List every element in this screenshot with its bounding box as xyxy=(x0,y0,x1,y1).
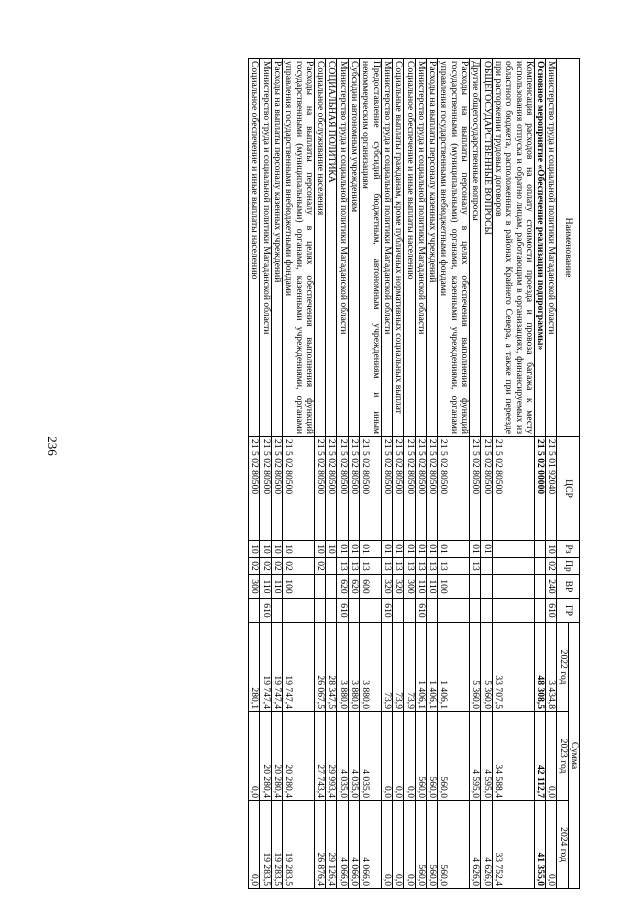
row-csr: 21 5 01 92040 xyxy=(546,437,557,541)
row-name: Другие общегосударственные вопросы xyxy=(470,59,481,437)
row-2022: 5 360,0 xyxy=(470,623,481,712)
row-name: Министерство труда и социальной политики Магаданской области xyxy=(546,59,557,437)
row-gr xyxy=(348,599,359,623)
row-csr: 21 5 02 80500 xyxy=(426,437,437,541)
table-row xyxy=(438,59,470,889)
row-2024: 41 355,0 xyxy=(534,801,545,889)
row-vr: 110 xyxy=(415,575,426,599)
row-vr xyxy=(470,575,481,599)
row-gr xyxy=(481,599,492,623)
row-gr xyxy=(470,599,481,623)
row-pr xyxy=(492,558,534,575)
page-number: 236 xyxy=(45,436,60,456)
header-name: Наименование xyxy=(557,59,580,437)
row-rz: 01 xyxy=(470,541,481,558)
row-gr xyxy=(438,599,470,623)
row-csr: 21 5 02 80500 xyxy=(271,437,282,541)
row-pr xyxy=(326,558,337,575)
row-2022: 73,9 xyxy=(404,623,415,712)
row-2023: 560,0 xyxy=(426,712,437,801)
row-2024: 19 283,5 xyxy=(260,801,271,889)
row-name: Министерство труда и социальной политики Магаданской области xyxy=(337,59,348,437)
row-gr xyxy=(404,599,415,623)
row-pr xyxy=(534,558,545,575)
row-2023: 0,0 xyxy=(392,712,403,801)
header-pr: Пр xyxy=(557,558,580,575)
row-2024: 29 126,4 xyxy=(326,801,337,889)
row-vr: 110 xyxy=(260,575,271,599)
row-vr xyxy=(534,575,545,599)
row-gr xyxy=(426,599,437,623)
row-vr xyxy=(314,575,325,599)
table-row xyxy=(492,59,534,889)
row-gr xyxy=(360,599,382,623)
row-2024: 0,0 xyxy=(249,801,260,889)
row-rz: 10 xyxy=(282,541,314,558)
row-rz: 01 xyxy=(392,541,403,558)
row-pr: 13 xyxy=(360,558,382,575)
row-pr: 02 xyxy=(260,558,271,575)
row-pr: 13 xyxy=(415,558,426,575)
row-gr: 610 xyxy=(337,599,348,623)
row-2022: 19 747,4 xyxy=(271,623,282,712)
row-pr xyxy=(481,558,492,575)
row-gr xyxy=(282,599,314,623)
row-pr: 13 xyxy=(381,558,392,575)
row-rz: 01 xyxy=(404,541,415,558)
row-rz: 01 xyxy=(337,541,348,558)
row-vr: 600 xyxy=(360,575,382,599)
table-row xyxy=(404,59,415,889)
row-name: Социальное обслуживание населения xyxy=(314,59,325,437)
row-2023: 0,0 xyxy=(249,712,260,801)
header-gr: ГР xyxy=(557,599,580,623)
header-vr: ВР xyxy=(557,575,580,599)
row-2022: 19 747,4 xyxy=(282,623,314,712)
row-pr: 13 xyxy=(392,558,403,575)
row-csr: 21 5 02 80500 xyxy=(438,437,470,541)
row-name: Компенсация расходов на оплату стоимости проезда и провоза багажа к месту использования отпуска и обратно лицам, работающим в организациях, финансируемых из областного бюджета, расположенных в районах Крайнего Севера, а также при переезде при расторжении трудовых договоров xyxy=(492,59,534,437)
table-row xyxy=(271,59,282,889)
budget-table xyxy=(248,58,580,889)
table-row xyxy=(426,59,437,889)
row-2024: 33 752,4 xyxy=(492,801,534,889)
table-row xyxy=(314,59,325,889)
row-2023: 0,0 xyxy=(546,712,557,801)
row-name: Министерство труда и социальной политики Магаданской области xyxy=(381,59,392,437)
row-pr: 13 xyxy=(426,558,437,575)
row-vr xyxy=(326,575,337,599)
row-2022: 73,9 xyxy=(392,623,403,712)
row-2023: 560,0 xyxy=(438,712,470,801)
row-gr xyxy=(534,599,545,623)
row-vr: 300 xyxy=(404,575,415,599)
row-rz xyxy=(492,541,534,558)
row-2022: 3 880,0 xyxy=(360,623,382,712)
row-gr xyxy=(314,599,325,623)
rotated-table-container xyxy=(115,58,580,888)
table-row xyxy=(392,59,403,889)
table-row xyxy=(360,59,382,889)
table-row xyxy=(470,59,481,889)
row-vr: 100 xyxy=(282,575,314,599)
table-row xyxy=(348,59,359,889)
row-2023: 560,0 xyxy=(415,712,426,801)
row-vr: 300 xyxy=(249,575,260,599)
row-gr xyxy=(249,599,260,623)
row-rz: 10 xyxy=(314,541,325,558)
row-2022: 5 360,0 xyxy=(481,623,492,712)
row-2024: 4 066,0 xyxy=(337,801,348,889)
row-csr: 21 5 02 80500 xyxy=(249,437,260,541)
row-2024: 560,0 xyxy=(438,801,470,889)
row-csr: 21 5 02 80500 xyxy=(314,437,325,541)
row-2022: 280,1 xyxy=(249,623,260,712)
row-2023: 20 280,4 xyxy=(271,712,282,801)
row-2023: 42 112,7 xyxy=(534,712,545,801)
row-rz: 10 xyxy=(249,541,260,558)
table-row xyxy=(337,59,348,889)
row-rz: 01 xyxy=(438,541,470,558)
row-name: Субсидии автономным учреждениям xyxy=(348,59,359,437)
table-row xyxy=(326,59,337,889)
row-gr: 610 xyxy=(381,599,392,623)
row-rz: 10 xyxy=(271,541,282,558)
row-rz: 10 xyxy=(546,541,557,558)
row-gr: 610 xyxy=(260,599,271,623)
header-2024: 2024 год xyxy=(557,801,568,889)
row-name: ОБЩЕГОСУДАРСТВЕННЫЕ ВОПРОСЫ xyxy=(481,59,492,437)
header-rz: Рз xyxy=(557,541,580,558)
row-pr: 02 xyxy=(546,558,557,575)
row-csr: 21 5 02 80500 xyxy=(326,437,337,541)
row-csr: 21 5 02 80500 xyxy=(381,437,392,541)
row-vr: 320 xyxy=(392,575,403,599)
row-csr: 21 5 02 80500 xyxy=(392,437,403,541)
row-rz xyxy=(534,541,545,558)
row-2024: 0,0 xyxy=(392,801,403,889)
table-header xyxy=(557,59,580,889)
row-vr: 620 xyxy=(348,575,359,599)
row-2023: 4 035,0 xyxy=(348,712,359,801)
row-2023: 0,0 xyxy=(381,712,392,801)
row-name: Социальные выплаты гражданам, кроме публичных нормативных социальных выплат xyxy=(392,59,403,437)
row-csr: 21 5 02 80500 xyxy=(260,437,271,541)
row-gr xyxy=(271,599,282,623)
row-gr xyxy=(326,599,337,623)
row-2024: 560,0 xyxy=(426,801,437,889)
row-2023: 4 595,0 xyxy=(481,712,492,801)
row-2022: 26 067,5 xyxy=(314,623,325,712)
row-name: Министерство труда и социальной политики Магаданской области xyxy=(415,59,426,437)
row-2022: 48 308,5 xyxy=(534,623,545,712)
row-2022: 1 406,1 xyxy=(426,623,437,712)
row-2024: 0,0 xyxy=(404,801,415,889)
row-rz: 01 xyxy=(415,541,426,558)
row-2023: 34 588,4 xyxy=(492,712,534,801)
row-rz: 01 xyxy=(381,541,392,558)
row-2024: 0,0 xyxy=(546,801,557,889)
row-2023: 20 280,4 xyxy=(260,712,271,801)
row-csr: 21 5 02 80500 xyxy=(337,437,348,541)
row-2022: 3 880,0 xyxy=(337,623,348,712)
row-vr: 320 xyxy=(381,575,392,599)
row-name: Расходы на выплаты персоналу казенных учреждений xyxy=(271,59,282,437)
row-pr: 13 xyxy=(438,558,470,575)
row-2023: 4 035,0 xyxy=(337,712,348,801)
row-csr: 21 5 02 80500 xyxy=(470,437,481,541)
row-rz: 01 xyxy=(348,541,359,558)
row-rz: 01 xyxy=(481,541,492,558)
row-2023: 29 993,4 xyxy=(326,712,337,801)
row-csr: 21 5 02 80500 xyxy=(481,437,492,541)
row-2022: 1 406,1 xyxy=(415,623,426,712)
row-2024: 4 626,0 xyxy=(481,801,492,889)
row-2023: 4 035,0 xyxy=(360,712,382,801)
header-sum: Сумма xyxy=(568,623,579,889)
row-2023: 20 280,4 xyxy=(282,712,314,801)
row-gr xyxy=(492,599,534,623)
row-rz: 01 xyxy=(360,541,382,558)
row-name: Расходы на выплаты персоналу в целях обеспечения выполнения функций государственными (муниципальными) органами, казенными учреждениями, органами управления государственными внебюджетными фондами xyxy=(282,59,314,437)
row-2024: 560,0 xyxy=(415,801,426,889)
row-csr: 21 5 02 80500 xyxy=(415,437,426,541)
row-2023: 0,0 xyxy=(404,712,415,801)
row-csr: 21 5 02 00000 xyxy=(534,437,545,541)
table-row xyxy=(534,59,545,889)
row-gr: 610 xyxy=(415,599,426,623)
row-gr xyxy=(392,599,403,623)
table-row xyxy=(481,59,492,889)
row-vr: 240 xyxy=(546,575,557,599)
row-csr: 21 5 02 80500 xyxy=(492,437,534,541)
row-csr: 21 5 02 80500 xyxy=(282,437,314,541)
row-2022: 1 406,1 xyxy=(438,623,470,712)
table-body xyxy=(249,59,557,889)
row-name: Предоставление субсидий бюджетным, автономным учреждениям и иным некоммерческим организациям xyxy=(360,59,382,437)
row-vr: 110 xyxy=(426,575,437,599)
header-csr: ЦСР xyxy=(557,437,580,541)
row-2024: 4 626,0 xyxy=(470,801,481,889)
row-2022: 19 747,4 xyxy=(260,623,271,712)
row-2024: 19 283,5 xyxy=(271,801,282,889)
row-gr: 610 xyxy=(546,599,557,623)
row-2022: 33 707,5 xyxy=(492,623,534,712)
row-2024: 0,0 xyxy=(381,801,392,889)
row-csr: 21 5 02 80500 xyxy=(360,437,382,541)
row-rz: 10 xyxy=(260,541,271,558)
row-pr: 13 xyxy=(470,558,481,575)
table-row xyxy=(546,59,557,889)
header-2022: 2022 год xyxy=(557,623,568,712)
row-vr: 110 xyxy=(271,575,282,599)
row-2022: 3 880,0 xyxy=(348,623,359,712)
row-pr: 13 xyxy=(348,558,359,575)
row-name: Министерство труда и социальной политики Магаданской области xyxy=(260,59,271,437)
row-name: Расходы на выплаты персоналу казенных учреждений xyxy=(426,59,437,437)
row-2023: 4 595,0 xyxy=(470,712,481,801)
row-vr: 100 xyxy=(438,575,470,599)
row-name: Социальное обеспечение и иные выплаты населению xyxy=(249,59,260,437)
table-row xyxy=(415,59,426,889)
header-2023: 2023 год xyxy=(557,712,568,801)
row-csr: 21 5 02 80500 xyxy=(348,437,359,541)
row-2023: 27 743,4 xyxy=(314,712,325,801)
row-2024: 4 066,0 xyxy=(348,801,359,889)
row-rz: 01 xyxy=(426,541,437,558)
table-row xyxy=(249,59,260,889)
row-pr: 02 xyxy=(249,558,260,575)
row-vr: 620 xyxy=(337,575,348,599)
row-name: Социальное обеспечение и иные выплаты населению xyxy=(404,59,415,437)
row-2024: 26 876,4 xyxy=(314,801,325,889)
row-pr: 02 xyxy=(314,558,325,575)
row-rz: 10 xyxy=(326,541,337,558)
row-csr: 21 5 02 80500 xyxy=(404,437,415,541)
table-row xyxy=(282,59,314,889)
row-pr: 13 xyxy=(404,558,415,575)
row-name: Основное мероприятие «Обеспечение реализации подпрограммы» xyxy=(534,59,545,437)
row-vr xyxy=(492,575,534,599)
row-pr: 02 xyxy=(282,558,314,575)
row-vr xyxy=(481,575,492,599)
row-2022: 73,9 xyxy=(381,623,392,712)
row-2024: 19 283,5 xyxy=(282,801,314,889)
table-row xyxy=(260,59,271,889)
row-2022: 28 347,5 xyxy=(326,623,337,712)
row-2022: 3 434,8 xyxy=(546,623,557,712)
row-name: Расходы на выплаты персоналу в целях обеспечения выполнения функций государственными (муниципальными) органами, казенными учреждениями, органами управления государственными внебюджетными фондами xyxy=(438,59,470,437)
row-pr: 13 xyxy=(337,558,348,575)
row-name: СОЦИАЛЬНАЯ ПОЛИТИКА xyxy=(326,59,337,437)
row-pr: 02 xyxy=(271,558,282,575)
row-2024: 4 066,0 xyxy=(360,801,382,889)
table-row xyxy=(381,59,392,889)
